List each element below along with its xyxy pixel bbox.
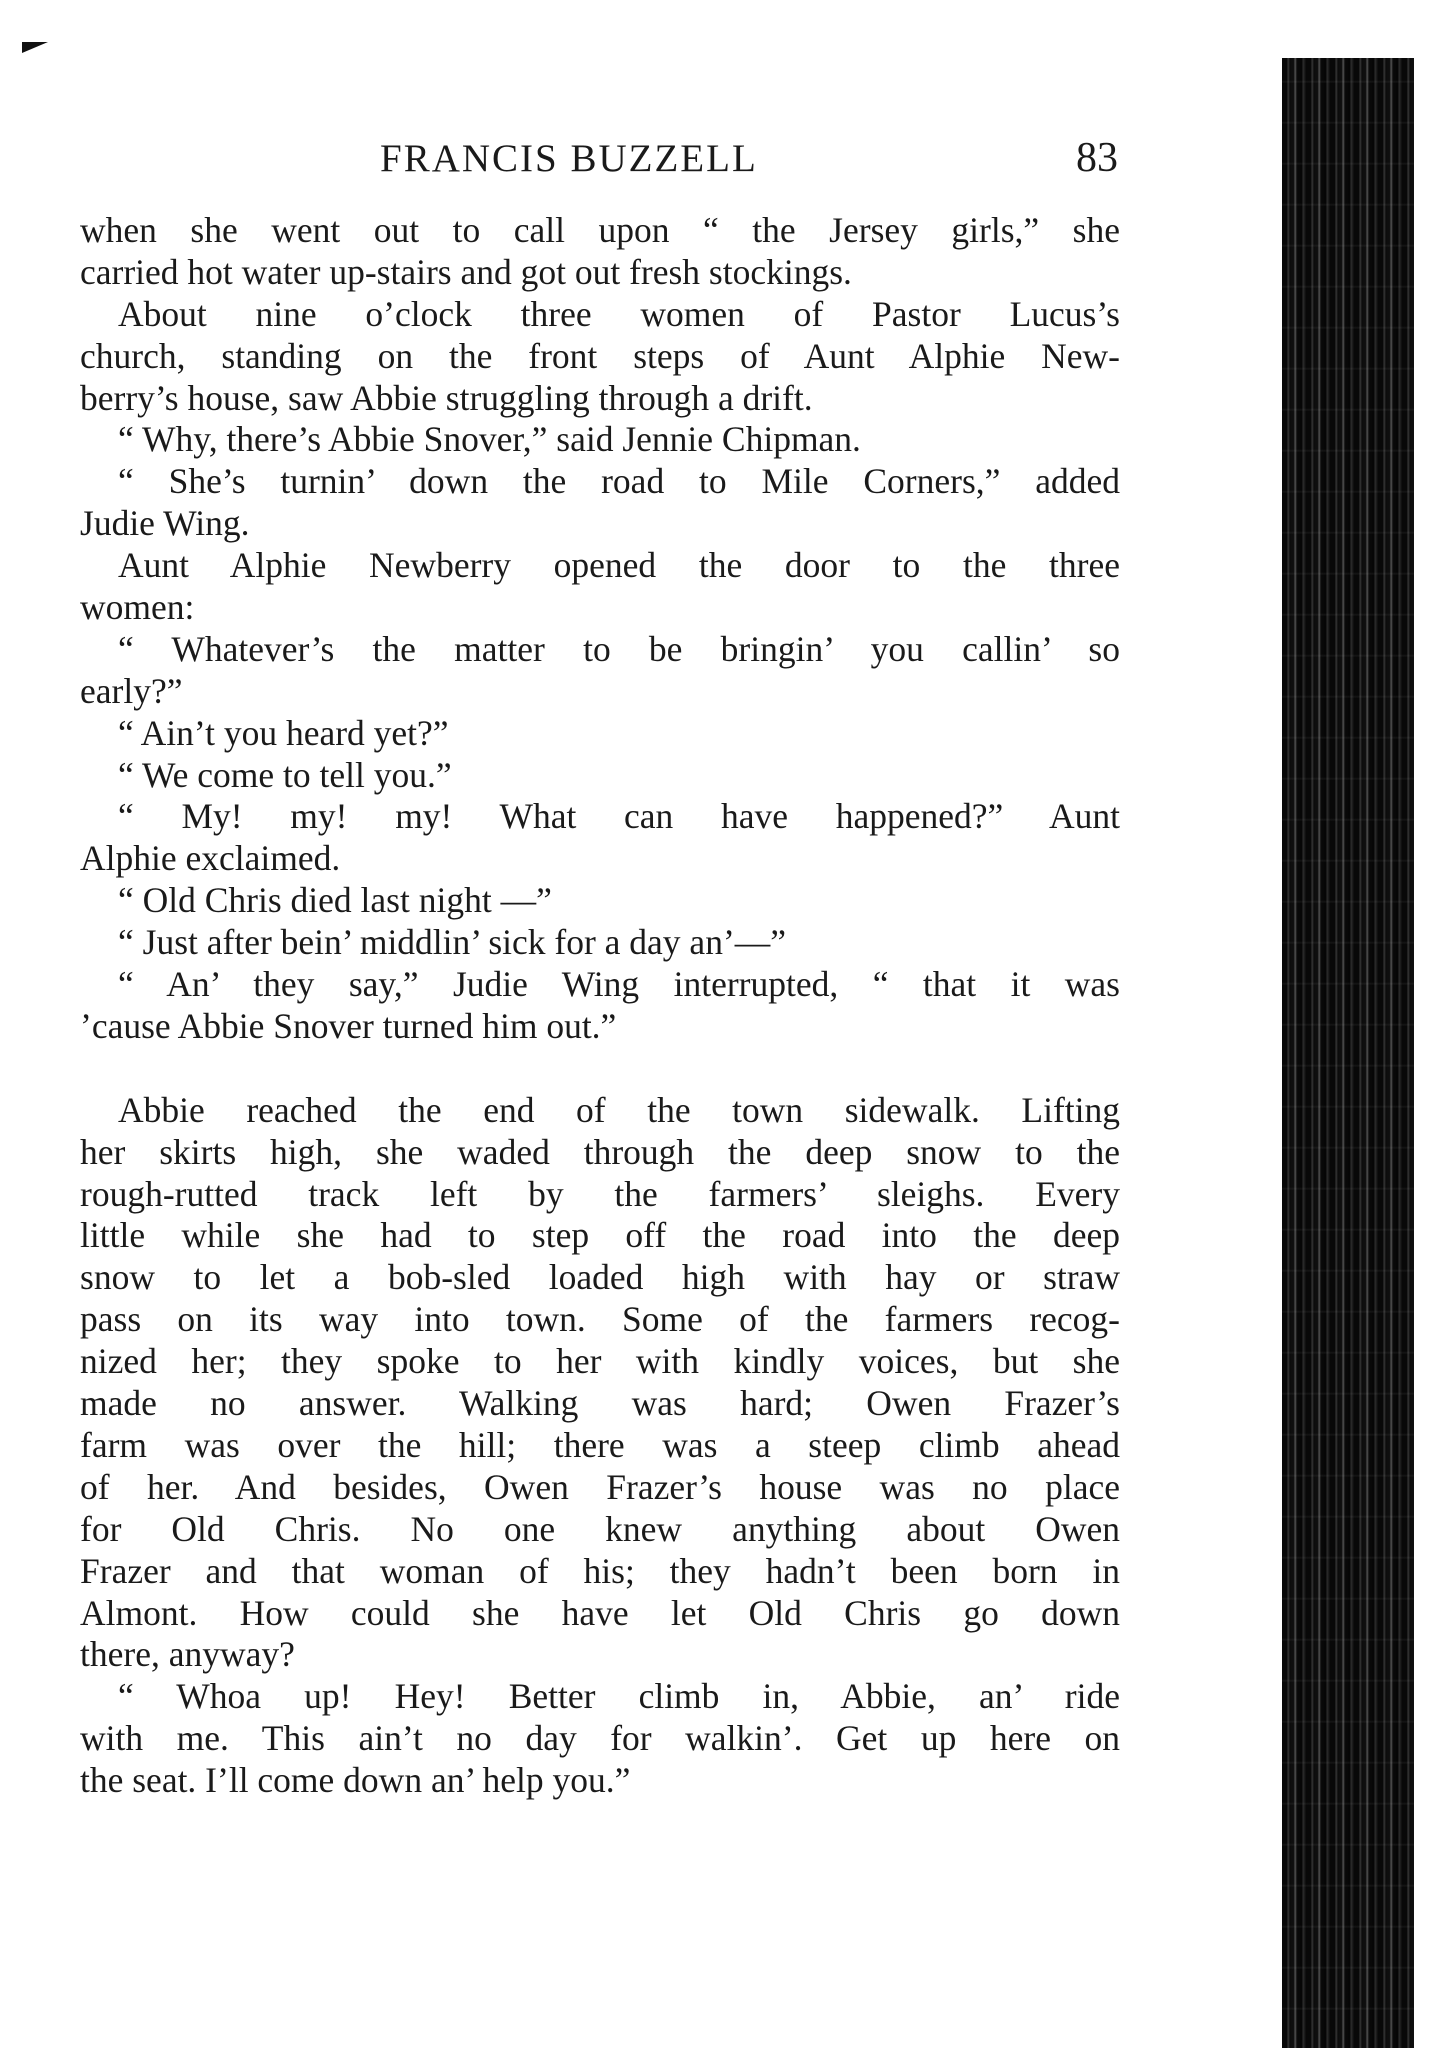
text-line: “ Ain’t you heard yet?”: [118, 712, 449, 753]
text-line: Almont. How could she have let Old Chris go down: [80, 1592, 1120, 1633]
text-line: nized her; they spoke to her with kindly voices, but she: [80, 1341, 1120, 1382]
text-line: her skirts high, she waded through the deep snow to the: [80, 1131, 1120, 1172]
text-line: Aunt Alphie Newberry opened the door to the three: [118, 545, 1120, 586]
paragraph: [80, 419, 1120, 461]
text-line: berry’s house, saw Abbie struggling through a drift.: [80, 377, 813, 418]
text-line: farm was over the hill; there was a steep climb ahead: [80, 1424, 1120, 1465]
paragraph: [80, 210, 1120, 294]
text-line: snow to let a bob-sled loaded high with hay or straw: [80, 1257, 1120, 1298]
corner-mark: [22, 42, 48, 53]
text-line: women:: [80, 587, 195, 628]
page-edge-shadow: [1282, 58, 1414, 2048]
running-head: [0, 130, 1446, 190]
text-line: little while she had to step off the road into the deep: [80, 1215, 1120, 1256]
paragraph: [80, 294, 1120, 420]
text-line: there, anyway?: [80, 1634, 295, 1675]
text-line: Judie Wing.: [80, 503, 250, 544]
text-line: the seat. I’ll come down an’ help you.”: [80, 1760, 631, 1801]
text-line: for Old Chris. No one knew anything about Owen: [80, 1508, 1120, 1549]
paragraph: [80, 545, 1120, 629]
body-text: [80, 210, 1120, 1802]
text-line: made no answer. Walking was hard; Owen Frazer’s: [80, 1383, 1120, 1424]
text-line: with me. This ain’t no day for walkin’. Get up here on: [80, 1718, 1120, 1759]
paragraph: [80, 796, 1120, 880]
paragraph: [80, 964, 1120, 1048]
text-line: “ An’ they say,” Judie Wing interrupted, “ that it was: [118, 964, 1120, 1005]
paragraph: [80, 713, 1120, 755]
text-line: “ Whoa up! Hey! Better climb in, Abbie, an’ ride: [118, 1676, 1120, 1717]
text-line: Abbie reached the end of the town sidewalk. Lifting: [118, 1089, 1120, 1130]
text-line: “ Just after bein’ middlin’ sick for a day an’—”: [118, 922, 787, 963]
text-line: pass on its way into town. Some of the farmers recog-: [80, 1299, 1120, 1340]
text-line: of her. And besides, Owen Frazer’s house was no place: [80, 1466, 1120, 1507]
paragraph: [80, 1676, 1120, 1802]
section-gap: [80, 1048, 1120, 1090]
text-line: carried hot water up-stairs and got out fresh stockings.: [80, 251, 852, 292]
text-line: “ She’s turnin’ down the road to Mile Corners,” added: [118, 461, 1120, 502]
text-line: About nine o’clock three women of Pastor Lucus’s: [118, 293, 1120, 334]
paragraph: [80, 880, 1120, 922]
running-title: FRANCIS BUZZELL: [380, 137, 758, 180]
text-line: “ We come to tell you.”: [118, 754, 452, 795]
paragraph: [80, 1090, 1120, 1676]
text-line: when she went out to call upon “ the Jersey girls,” she: [80, 210, 1120, 250]
paragraph: [80, 629, 1120, 713]
paragraph: [80, 461, 1120, 545]
paragraph: [80, 755, 1120, 797]
text-line: “ Whatever’s the matter to be bringin’ you callin’ so: [118, 628, 1120, 669]
page-number: 83: [1076, 135, 1118, 181]
text-line: “ Old Chris died last night —”: [118, 880, 552, 921]
paragraph: [80, 922, 1120, 964]
text-line: Frazer and that woman of his; they hadn’t been born in: [80, 1550, 1120, 1591]
text-line: ’cause Abbie Snover turned him out.”: [80, 1005, 617, 1046]
text-line: “ Why, there’s Abbie Snover,” said Jennie Chipman.: [118, 419, 861, 460]
text-line: “ My! my! my! What can have happened?” Aunt: [118, 796, 1120, 837]
text-line: early?”: [80, 670, 183, 711]
text-line: Alphie exclaimed.: [80, 838, 341, 879]
text-line: church, standing on the front steps of Aunt Alphie New-: [80, 335, 1120, 376]
text-line: rough-rutted track left by the farmers’ sleighs. Every: [80, 1173, 1120, 1214]
